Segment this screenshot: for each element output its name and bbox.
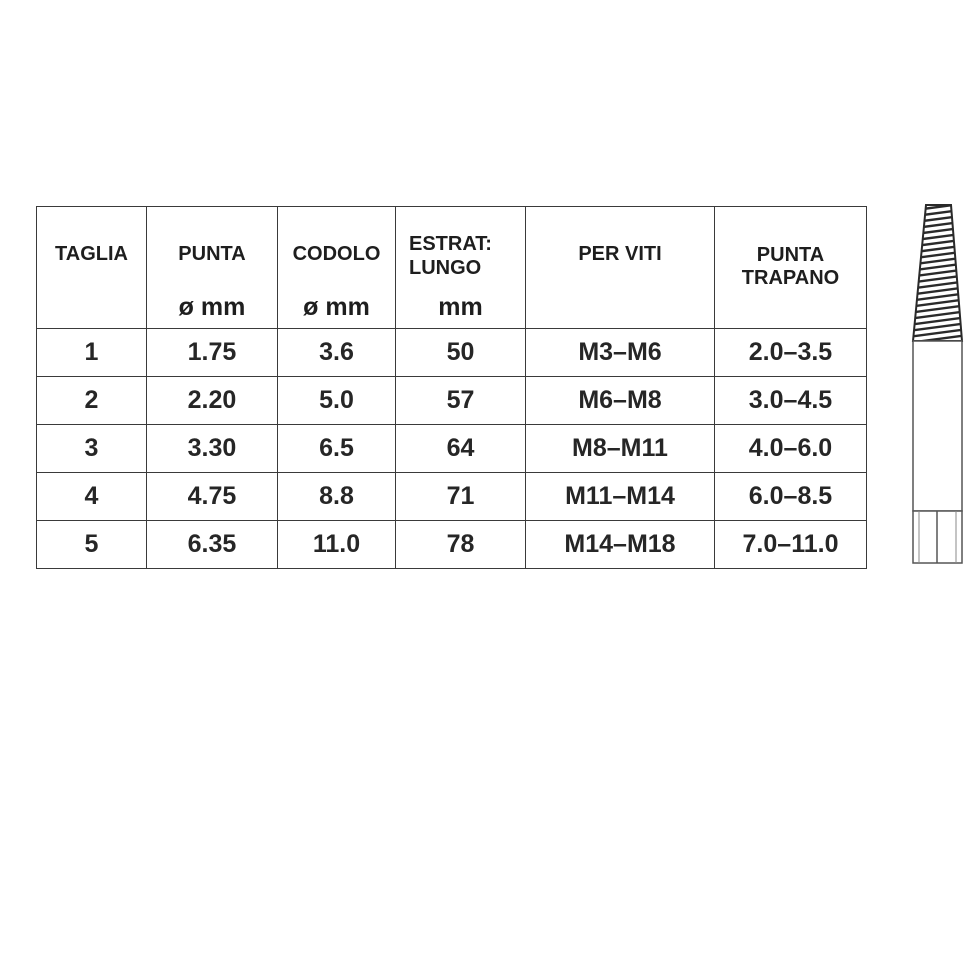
cell-trapano: 2.0–3.5 [715,329,867,377]
cell-punta: 2.20 [147,377,278,425]
cell-lunghezza: 71 [396,473,526,521]
header-viti-label: PER VITI [578,243,662,265]
header-lunghezza-line1: ESTRAT: [409,233,492,255]
cell-trapano: 4.0–6.0 [715,425,867,473]
header-viti [526,207,715,329]
header-codolo-label: CODOLO [292,243,381,265]
cell-lunghezza: 78 [396,521,526,569]
header-taglia-label: TAGLIA [55,243,128,265]
cell-viti: M8–M11 [526,425,715,473]
header-lunghezza-unit: mm [438,293,483,321]
header-codolo [278,207,396,329]
cell-codolo: 3.6 [278,329,396,377]
header-punta [147,207,278,329]
table-row [37,425,867,473]
cell-taglia: 5 [37,521,147,569]
cell-lunghezza: 50 [396,329,526,377]
cell-viti: M6–M8 [526,377,715,425]
cell-codolo: 5.0 [278,377,396,425]
table-row [37,473,867,521]
header-punta-unit: ø mm [178,293,246,321]
cell-taglia: 1 [37,329,147,377]
cell-taglia: 4 [37,473,147,521]
screw-extractor-icon [908,203,968,565]
cell-codolo: 8.8 [278,473,396,521]
header-trapano-line1: PUNTA [756,244,825,266]
cell-viti: M11–M14 [526,473,715,521]
cell-punta: 4.75 [147,473,278,521]
table-row [37,521,867,569]
header-taglia [37,207,147,329]
cell-trapano: 3.0–4.5 [715,377,867,425]
header-lunghezza [396,207,526,329]
header-row [37,207,867,329]
cell-punta: 3.30 [147,425,278,473]
cell-viti: M3–M6 [526,329,715,377]
spec-table [36,206,867,569]
cell-taglia: 2 [37,377,147,425]
cell-taglia: 3 [37,425,147,473]
header-punta-label: PUNTA [178,243,246,265]
cell-codolo: 11.0 [278,521,396,569]
table-row [37,329,867,377]
cell-punta: 1.75 [147,329,278,377]
cell-lunghezza: 64 [396,425,526,473]
cell-viti: M14–M18 [526,521,715,569]
cell-lunghezza: 57 [396,377,526,425]
cell-codolo: 6.5 [278,425,396,473]
header-lunghezza-line2: LUNGO [409,257,482,279]
cell-punta: 6.35 [147,521,278,569]
table-row [37,377,867,425]
cell-trapano: 7.0–11.0 [715,521,867,569]
cell-trapano: 6.0–8.5 [715,473,867,521]
header-codolo-unit: ø mm [303,293,370,321]
header-trapano-line2: TRAPANO [741,267,840,289]
header-trapano [715,207,867,329]
